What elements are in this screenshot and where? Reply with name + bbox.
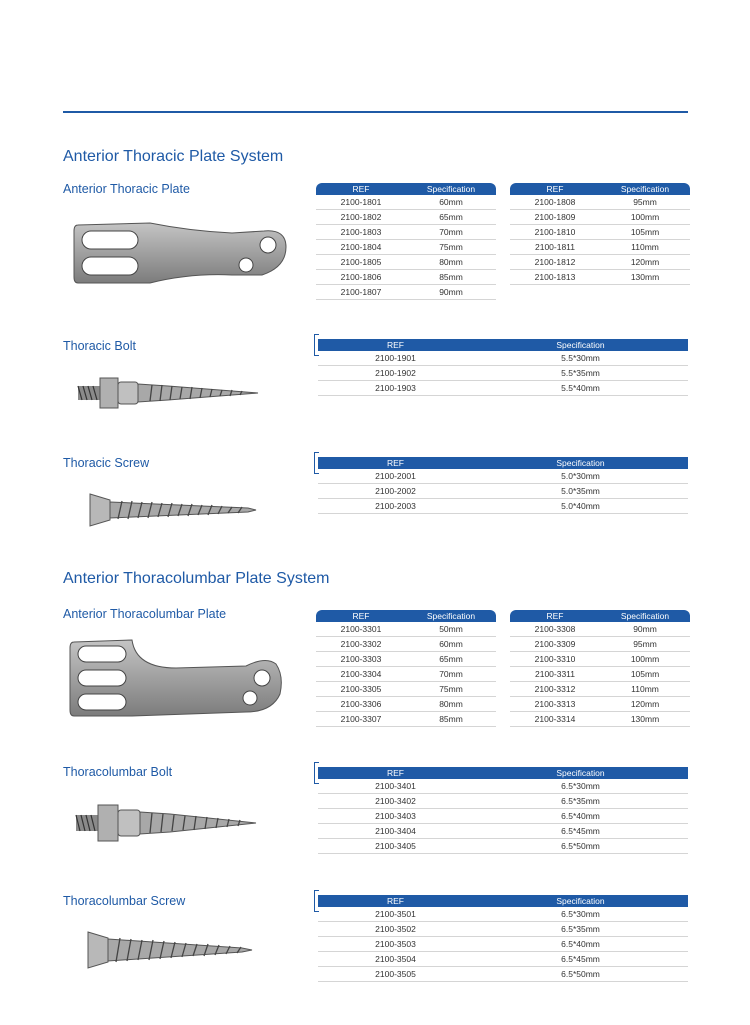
spec-cell: 6.5*40mm — [561, 811, 600, 821]
table-row — [318, 922, 688, 937]
table-row — [510, 225, 690, 240]
top-rule — [63, 111, 688, 113]
ref-cell: 2100-3402 — [375, 796, 416, 806]
spec-cell: 120mm — [630, 699, 660, 709]
table-row — [510, 682, 690, 697]
ref-cell: 2100-3405 — [375, 841, 416, 851]
spec-cell: 95mm — [633, 639, 657, 649]
ref-cell: 2100-1803 — [340, 227, 382, 237]
spec-header: Specification — [556, 340, 605, 350]
ref-cell: 2100-2003 — [375, 501, 416, 511]
table-anterior-thoracolumbar-plate-b — [510, 610, 690, 727]
spec-cell: 105mm — [630, 669, 660, 679]
ref-cell: 2100-1805 — [340, 257, 382, 267]
ref-cell: 2100-3502 — [375, 924, 416, 934]
ref-cell: 2100-3308 — [534, 624, 576, 634]
spec-cell: 110mm — [631, 242, 659, 252]
spec-cell: 75mm — [439, 242, 463, 252]
table-row — [316, 285, 496, 300]
ref-header: REF — [352, 611, 370, 621]
ref-cell: 2100-3304 — [340, 669, 382, 679]
spec-cell: 85mm — [439, 714, 463, 724]
spec-cell: 6.5*35mm — [561, 924, 600, 934]
spec-cell: 80mm — [439, 699, 463, 709]
ref-header: REF — [387, 768, 404, 778]
spec-cell: 100mm — [630, 654, 660, 664]
table-row — [316, 210, 496, 225]
ref-header: REF — [387, 896, 404, 906]
table-row — [316, 637, 496, 652]
ref-cell: 2100-1902 — [375, 368, 416, 378]
spec-cell: 105mm — [630, 227, 660, 237]
table-row — [510, 195, 690, 210]
table-row — [318, 824, 688, 839]
table-row — [510, 270, 690, 285]
ref-cell: 2100-3401 — [375, 781, 416, 791]
table-row — [318, 952, 688, 967]
spec-cell: 90mm — [439, 287, 463, 297]
table-row — [510, 652, 690, 667]
ref-cell: 2100-3503 — [375, 939, 416, 949]
table-row — [510, 255, 690, 270]
table-thoracic-screw — [318, 457, 688, 514]
table-anterior-thoracic-plate-b — [510, 183, 690, 285]
table-row — [318, 937, 688, 952]
thoracolumbar-screw-icon — [86, 928, 254, 972]
spec-cell: 5.5*35mm — [561, 368, 600, 378]
table-header — [316, 610, 496, 622]
ref-cell: 2100-3310 — [534, 654, 576, 664]
table-thoracolumbar-bolt — [318, 767, 688, 854]
spec-cell: 6.5*50mm — [561, 969, 600, 979]
ref-cell: 2100-3312 — [534, 684, 576, 694]
spec-cell: 6.5*30mm — [561, 909, 600, 919]
spec-cell: 120mm — [630, 257, 660, 267]
table-anterior-thoracolumbar-plate-a — [316, 610, 496, 727]
spec-cell: 100mm — [630, 212, 660, 222]
table-row — [318, 794, 688, 809]
ref-cell: 2100-1801 — [340, 197, 382, 207]
section-title-thoracolumbar: Anterior Thoracolumbar Plate System — [63, 570, 330, 587]
spec-cell: 60mm — [439, 639, 463, 649]
spec-cell: 6.5*45mm — [561, 826, 600, 836]
product-name-anterior-thoracic-plate: Anterior Thoracic Plate — [63, 182, 190, 196]
spec-cell: 70mm — [439, 669, 463, 679]
spec-cell: 130mm — [630, 714, 660, 724]
ref-header: REF — [546, 611, 564, 621]
product-name-thoracolumbar-screw: Thoracolumbar Screw — [63, 894, 186, 908]
spec-header: Specification — [556, 458, 605, 468]
ref-cell: 2100-3302 — [340, 639, 382, 649]
table-row — [318, 839, 688, 854]
thoracic-bolt-icon — [76, 372, 262, 414]
table-header — [510, 183, 690, 195]
ref-cell: 2100-3301 — [340, 624, 382, 634]
spec-cell: 60mm — [439, 197, 463, 207]
ref-cell: 2100-1804 — [340, 242, 382, 252]
table-header — [318, 457, 688, 469]
ref-cell: 2100-1813 — [534, 272, 576, 282]
table-row — [318, 499, 688, 514]
table-row — [318, 967, 688, 982]
spec-cell: 5.5*40mm — [561, 383, 600, 393]
ref-cell: 2100-1901 — [375, 353, 416, 363]
ref-cell: 2100-1903 — [375, 383, 416, 393]
ref-cell: 2100-3307 — [340, 714, 382, 724]
ref-cell: 2100-3303 — [340, 654, 382, 664]
spec-cell: 70mm — [439, 227, 463, 237]
ref-header: REF — [387, 458, 404, 468]
table-header — [510, 610, 690, 622]
ref-cell: 2100-1806 — [340, 272, 382, 282]
spec-cell: 5.0*30mm — [561, 471, 600, 481]
table-row — [316, 622, 496, 637]
spec-header: Specification — [426, 611, 476, 621]
spec-cell: 6.5*50mm — [561, 841, 600, 851]
table-header — [318, 767, 688, 779]
thoracic-screw-icon — [88, 490, 258, 530]
spec-cell: 130mm — [630, 272, 660, 282]
spec-cell: 85mm — [439, 272, 463, 282]
table-row — [318, 779, 688, 794]
spec-header: Specification — [620, 184, 670, 194]
spec-cell: 6.5*40mm — [561, 939, 600, 949]
section-title-thoracic: Anterior Thoracic Plate System — [63, 148, 284, 165]
table-row — [316, 255, 496, 270]
table-row — [510, 210, 690, 225]
table-row — [318, 907, 688, 922]
table-anterior-thoracic-plate-a — [316, 183, 496, 300]
spec-cell: 6.5*30mm — [561, 781, 600, 791]
spec-cell: 80mm — [439, 257, 463, 267]
table-header — [316, 183, 496, 195]
ref-cell: 2100-3403 — [375, 811, 416, 821]
table-row — [316, 270, 496, 285]
ref-cell: 2100-3306 — [340, 699, 382, 709]
ref-header: REF — [387, 340, 404, 350]
table-row — [318, 351, 688, 366]
spec-cell: 75mm — [439, 684, 463, 694]
ref-cell: 2100-3313 — [534, 699, 576, 709]
table-row — [510, 712, 690, 727]
table-row — [510, 697, 690, 712]
spec-cell: 65mm — [439, 212, 463, 222]
ref-header: REF — [546, 184, 564, 194]
spec-header: Specification — [620, 611, 670, 621]
spec-cell: 65mm — [439, 654, 463, 664]
table-row — [316, 195, 496, 210]
ref-cell: 2100-3305 — [340, 684, 382, 694]
ref-cell: 2100-3314 — [534, 714, 576, 724]
table-row — [318, 809, 688, 824]
table-row — [510, 667, 690, 682]
table-row — [318, 469, 688, 484]
ref-cell: 2100-1811 — [534, 242, 576, 252]
table-row — [318, 366, 688, 381]
spec-cell: 110mm — [631, 684, 659, 694]
table-row — [318, 381, 688, 396]
product-name-thoracolumbar-bolt: Thoracolumbar Bolt — [63, 765, 173, 779]
spec-cell: 90mm — [633, 624, 657, 634]
product-name-anterior-thoracolumbar-plate: Anterior Thoracolumbar Plate — [63, 607, 227, 621]
table-thoracic-bolt — [318, 339, 688, 396]
ref-cell: 2100-1807 — [340, 287, 382, 297]
ref-cell: 2100-3505 — [375, 969, 416, 979]
ref-cell: 2100-3404 — [375, 826, 416, 836]
spec-cell: 50mm — [439, 624, 463, 634]
table-header — [318, 895, 688, 907]
table-row — [316, 712, 496, 727]
table-thoracolumbar-screw — [318, 895, 688, 982]
ref-cell: 2100-2002 — [375, 486, 416, 496]
ref-cell: 2100-3501 — [375, 909, 416, 919]
table-row — [316, 697, 496, 712]
table-row — [316, 240, 496, 255]
ref-header: REF — [352, 184, 370, 194]
spec-cell: 5.0*35mm — [561, 486, 600, 496]
table-header — [318, 339, 688, 351]
table-row — [510, 622, 690, 637]
table-row — [316, 667, 496, 682]
spec-cell: 6.5*45mm — [561, 954, 600, 964]
table-row — [316, 682, 496, 697]
table-row — [510, 240, 690, 255]
thoracic-plate-icon — [72, 215, 290, 290]
spec-cell: 95mm — [633, 197, 657, 207]
spec-header: Specification — [556, 896, 605, 906]
ref-cell: 2100-3504 — [375, 954, 416, 964]
spec-header: Specification — [556, 768, 605, 778]
ref-cell: 2100-1808 — [534, 197, 576, 207]
ref-cell: 2100-1810 — [534, 227, 576, 237]
thoracolumbar-plate-icon — [66, 634, 288, 722]
table-row — [510, 637, 690, 652]
ref-cell: 2100-3311 — [534, 669, 576, 679]
ref-cell: 2100-3309 — [534, 639, 576, 649]
product-name-thoracic-screw: Thoracic Screw — [63, 456, 150, 470]
spec-header: Specification — [426, 184, 476, 194]
table-row — [316, 225, 496, 240]
product-name-thoracic-bolt: Thoracic Bolt — [63, 339, 136, 353]
ref-cell: 2100-2001 — [375, 471, 416, 481]
ref-cell: 2100-1809 — [534, 212, 576, 222]
ref-cell: 2100-1812 — [534, 257, 576, 267]
table-row — [316, 652, 496, 667]
spec-cell: 5.0*40mm — [561, 501, 600, 511]
thoracolumbar-bolt-icon — [74, 800, 260, 846]
spec-cell: 5.5*30mm — [561, 353, 600, 363]
ref-cell: 2100-1802 — [340, 212, 382, 222]
table-row — [318, 484, 688, 499]
spec-cell: 6.5*35mm — [561, 796, 600, 806]
